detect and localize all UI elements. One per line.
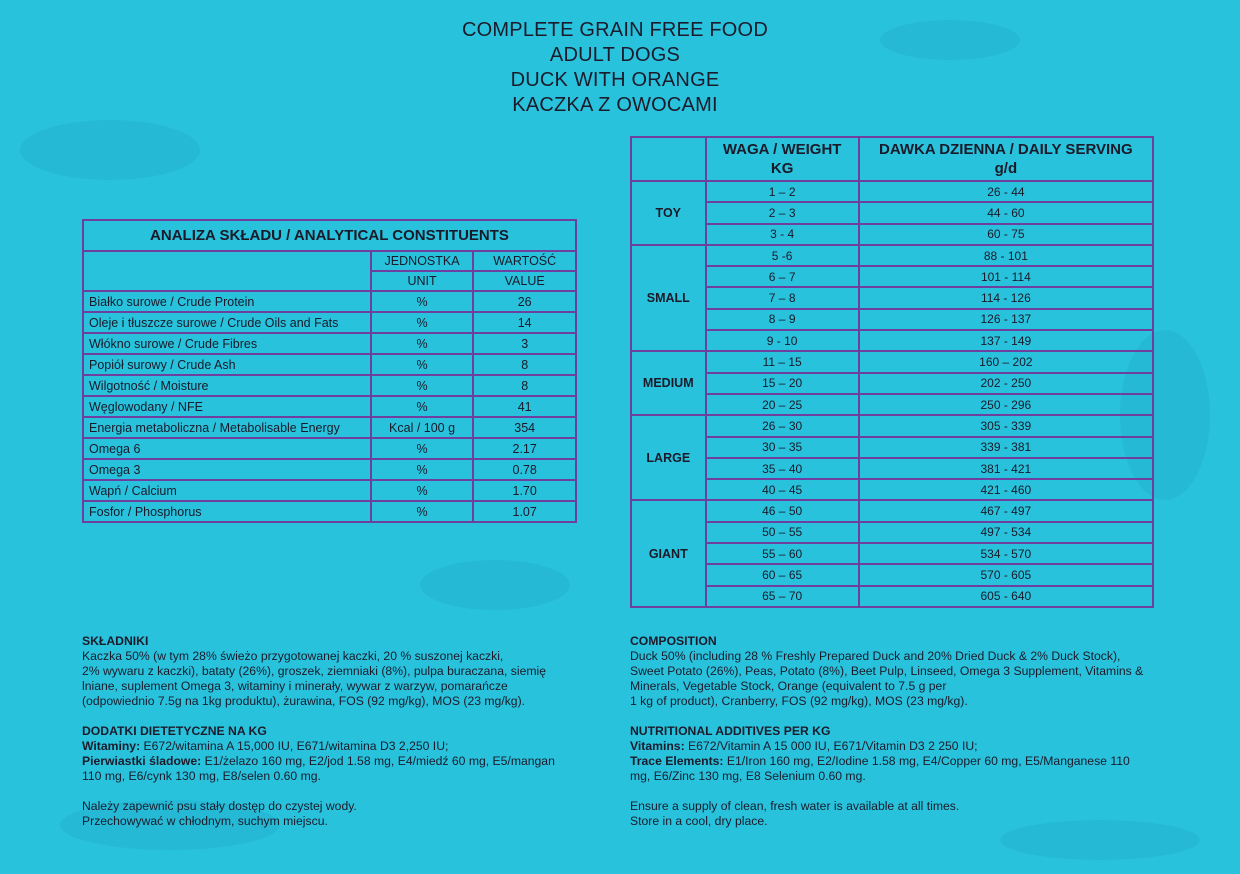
en-additives-heading: NUTRITIONAL ADDITIVES PER KG — [630, 724, 831, 738]
daily-header — [859, 137, 1153, 181]
daily-serving-cell: 60 - 75 — [859, 224, 1153, 245]
serving-row — [631, 373, 1153, 394]
pl-vitamins-text: E672/witamina A 15,000 IU, E671/witamina D3 2,250 IU; — [140, 739, 449, 753]
analysis-name-cell: Fosfor / Phosphorus — [83, 501, 371, 522]
weight-cell: 50 – 55 — [706, 522, 859, 543]
weight-cell: 60 – 65 — [706, 564, 859, 585]
serving-row — [631, 181, 1153, 202]
analysis-row — [83, 312, 576, 333]
serving-row — [631, 564, 1153, 585]
weight-header-line1: WAGA / WEIGHT — [722, 141, 842, 158]
daily-serving-cell: 250 - 296 — [859, 394, 1153, 415]
daily-serving-cell: 44 - 60 — [859, 202, 1153, 223]
analysis-row — [83, 396, 576, 417]
value-header-pl: WARTOŚĆ — [473, 251, 576, 271]
analysis-value-cell: 0.78 — [473, 459, 576, 480]
pl-ingredients-line: lniane, suplement Omega 3, witaminy i minerały, wywar z warzyw, pomarańcze — [82, 679, 508, 693]
analysis-row — [83, 480, 576, 501]
analysis-name-cell: Wilgotność / Moisture — [83, 375, 371, 396]
pl-trace-line-2: 110 mg, E6/cynk 130 mg, E8/selen 0.60 mg. — [82, 769, 321, 783]
size-category: GIANT — [631, 500, 706, 606]
en-trace-label: Trace Elements: — [630, 754, 724, 768]
en-vitamins-label: Vitamins: — [630, 739, 685, 753]
weight-cell: 20 – 25 — [706, 394, 859, 415]
daily-serving-cell: 421 - 460 — [859, 479, 1153, 500]
weight-cell: 6 – 7 — [706, 266, 859, 287]
size-category: TOY — [631, 181, 706, 245]
daily-serving-table — [630, 136, 1154, 608]
unit-header-pl: JEDNOSTKA — [371, 251, 474, 271]
daily-serving-cell: 202 - 250 — [859, 373, 1153, 394]
daily-serving-cell: 534 - 570 — [859, 543, 1153, 564]
serving-row — [631, 351, 1153, 372]
analysis-value-cell: 8 — [473, 354, 576, 375]
weight-cell: 7 – 8 — [706, 287, 859, 308]
size-category: MEDIUM — [631, 351, 706, 415]
pl-vitamins-line — [82, 739, 582, 754]
title-line-1: COMPLETE GRAIN FREE FOOD — [462, 19, 768, 41]
daily-serving-cell: 381 - 421 — [859, 458, 1153, 479]
analysis-name-cell: Wapń / Calcium — [83, 480, 371, 501]
pl-ingredients-heading: SKŁADNIKI — [82, 634, 149, 648]
analysis-unit-cell: % — [371, 438, 474, 459]
serving-row — [631, 415, 1153, 436]
en-water-note: Ensure a supply of clean, fresh water is available at all times. — [630, 799, 960, 813]
analysis-unit-cell: % — [371, 375, 474, 396]
en-vitamins-text: E672/Vitamin A 15 000 IU, E671/Vitamin D3 2 250 IU; — [684, 739, 978, 753]
pl-storage-note: Przechowywać w chłodnym, suchym miejscu. — [82, 814, 328, 828]
pl-vitamins-label: Witaminy: — [82, 739, 141, 753]
background-texture — [420, 560, 570, 610]
en-trace-line — [630, 754, 1190, 769]
serving-row — [631, 522, 1153, 543]
title-line-4: KACZKA Z OWOCAMI — [512, 94, 718, 116]
en-ingredients-line: Minerals, Vegetable Stock, Orange (equivalent to 7.5 g per — [630, 679, 947, 693]
weight-header — [706, 137, 859, 181]
daily-serving-cell: 605 - 640 — [859, 586, 1153, 607]
size-category: LARGE — [631, 415, 706, 500]
serving-row — [631, 543, 1153, 564]
serving-row — [631, 500, 1153, 521]
weight-cell: 2 – 3 — [706, 202, 859, 223]
analysis-unit-cell: % — [371, 291, 474, 312]
title-line-3: DUCK WITH ORANGE — [510, 69, 720, 91]
daily-serving-cell: 137 - 149 — [859, 330, 1153, 351]
analysis-unit-cell: % — [371, 459, 474, 480]
serving-row — [631, 458, 1153, 479]
analysis-row — [83, 417, 576, 438]
daily-serving-cell: 101 - 114 — [859, 266, 1153, 287]
weight-cell: 55 – 60 — [706, 543, 859, 564]
daily-serving-cell: 88 - 101 — [859, 245, 1153, 266]
pl-trace-line — [82, 754, 582, 769]
weight-cell: 46 – 50 — [706, 500, 859, 521]
weight-cell: 65 – 70 — [706, 586, 859, 607]
daily-serving-cell: 26 - 44 — [859, 181, 1153, 202]
analysis-row — [83, 354, 576, 375]
analysis-name-cell: Włókno surowe / Crude Fibres — [83, 333, 371, 354]
serving-row — [631, 287, 1153, 308]
value-header-en: VALUE — [473, 271, 576, 291]
weight-cell: 3 - 4 — [706, 224, 859, 245]
analysis-value-cell: 1.07 — [473, 501, 576, 522]
analytical-constituents-table — [82, 219, 577, 523]
analysis-value-cell: 1.70 — [473, 480, 576, 501]
weight-cell: 1 – 2 — [706, 181, 859, 202]
analysis-name-cell: Węglowodany / NFE — [83, 396, 371, 417]
analysis-unit-cell: % — [371, 354, 474, 375]
analysis-name-cell: Popiół surowy / Crude Ash — [83, 354, 371, 375]
analysis-unit-cell: % — [371, 396, 474, 417]
daily-header-line1: DAWKA DZIENNA / DAILY SERVING — [879, 141, 1133, 158]
serving-row — [631, 245, 1153, 266]
daily-serving-cell: 305 - 339 — [859, 415, 1153, 436]
analysis-value-cell: 2.17 — [473, 438, 576, 459]
size-category: SMALL — [631, 245, 706, 351]
en-ingredients-heading: COMPOSITION — [630, 634, 717, 648]
analysis-unit-cell: % — [371, 312, 474, 333]
polish-composition — [82, 634, 582, 829]
analysis-value-cell: 354 — [473, 417, 576, 438]
serving-row — [631, 224, 1153, 245]
analysis-row — [83, 438, 576, 459]
unit-header-en: UNIT — [371, 271, 474, 291]
en-ingredients-line: 1 kg of product), Cranberry, FOS (92 mg/kg), MOS (23 mg/kg). — [630, 694, 968, 708]
pl-additives-heading: DODATKI DIETETYCZNE NA KG — [82, 724, 267, 738]
analysis-heading: ANALIZA SKŁADU / ANALYTICAL CONSTITUENTS — [83, 220, 576, 251]
analysis-unit-cell: % — [371, 480, 474, 501]
weight-cell: 40 – 45 — [706, 479, 859, 500]
pl-trace-text: E1/żelazo 160 mg, E2/jod 1.58 mg, E4/miedź 60 mg, E5/mangan — [201, 754, 555, 768]
weight-cell: 35 – 40 — [706, 458, 859, 479]
weight-cell: 30 – 35 — [706, 437, 859, 458]
analysis-value-cell: 3 — [473, 333, 576, 354]
serving-row — [631, 437, 1153, 458]
analysis-row — [83, 375, 576, 396]
analysis-row — [83, 501, 576, 522]
analysis-value-cell: 26 — [473, 291, 576, 312]
analysis-row — [83, 291, 576, 312]
daily-serving-cell: 160 – 202 — [859, 351, 1153, 372]
pl-ingredients-line: (odpowiednio 7.5g na 1kg produktu), żurawina, FOS (92 mg/kg), MOS (23 mg/kg). — [82, 694, 526, 708]
analysis-value-cell: 14 — [473, 312, 576, 333]
analysis-value-cell: 8 — [473, 375, 576, 396]
analysis-blank-header — [83, 251, 371, 291]
serving-row — [631, 309, 1153, 330]
en-trace-text: E1/Iron 160 mg, E2/Iodine 1.58 mg, E4/Copper 60 mg, E5/Manganese 110 — [723, 754, 1130, 768]
en-ingredients-line: Sweet Potato (26%), Peas, Potato (8%), Beet Pulp, Linseed, Omega 3 Supplement, Vitamins & — [630, 664, 1144, 678]
en-trace-line-2: mg, E6/Zinc 130 mg, E8 Selenium 0.60 mg. — [630, 769, 866, 783]
analysis-row — [83, 459, 576, 480]
en-vitamins-line — [630, 739, 1190, 754]
background-texture — [20, 120, 200, 180]
weight-header-line2: KG — [770, 160, 794, 177]
daily-serving-cell: 497 - 534 — [859, 522, 1153, 543]
daily-serving-cell: 339 - 381 — [859, 437, 1153, 458]
english-composition — [630, 634, 1190, 829]
analysis-unit-cell: % — [371, 333, 474, 354]
weight-cell: 11 – 15 — [706, 351, 859, 372]
daily-serving-cell: 126 - 137 — [859, 309, 1153, 330]
analysis-unit-cell: Kcal / 100 g — [371, 417, 474, 438]
serving-row — [631, 202, 1153, 223]
serving-row — [631, 266, 1153, 287]
en-storage-note: Store in a cool, dry place. — [630, 814, 768, 828]
analysis-name-cell: Omega 6 — [83, 438, 371, 459]
analysis-unit-cell: % — [371, 501, 474, 522]
title-line-2: ADULT DOGS — [549, 44, 681, 66]
serving-row — [631, 586, 1153, 607]
en-ingredients-line: Duck 50% (including 28 % Freshly Prepared Duck and 20% Dried Duck & 2% Duck Stock), — [630, 649, 1121, 663]
daily-header-line2: g/d — [994, 160, 1018, 177]
pl-trace-label: Pierwiastki śladowe: — [82, 754, 202, 768]
serving-row — [631, 479, 1153, 500]
weight-cell: 5 -6 — [706, 245, 859, 266]
analysis-name-cell: Oleje i tłuszcze surowe / Crude Oils and Fats — [83, 312, 371, 333]
analysis-value-cell: 41 — [473, 396, 576, 417]
analysis-name-cell: Białko surowe / Crude Protein — [83, 291, 371, 312]
daily-serving-cell: 114 - 126 — [859, 287, 1153, 308]
weight-cell: 26 – 30 — [706, 415, 859, 436]
pl-ingredients-line: 2% wywaru z kaczki), bataty (26%), groszek, ziemniaki (8%), pulpa buraczana, siemię — [82, 664, 546, 678]
analysis-name-cell: Energia metaboliczna / Metabolisable Energy — [83, 417, 371, 438]
daily-serving-cell: 570 - 605 — [859, 564, 1153, 585]
weight-cell: 8 – 9 — [706, 309, 859, 330]
analysis-rows — [83, 291, 576, 522]
pl-ingredients-line: Kaczka 50% (w tym 28% świeżo przygotowanej kaczki, 20 % suszonej kaczki, — [82, 649, 504, 663]
analysis-row — [83, 333, 576, 354]
analysis-name-cell: Omega 3 — [83, 459, 371, 480]
serving-row — [631, 330, 1153, 351]
weight-cell: 15 – 20 — [706, 373, 859, 394]
serving-row — [631, 394, 1153, 415]
serving-rows — [631, 181, 1153, 607]
weight-cell: 9 - 10 — [706, 330, 859, 351]
daily-serving-cell: 467 - 497 — [859, 500, 1153, 521]
product-title — [0, 18, 1240, 118]
pl-water-note: Należy zapewnić psu stały dostęp do czystej wody. — [82, 799, 357, 813]
serving-blank-header — [631, 137, 706, 181]
